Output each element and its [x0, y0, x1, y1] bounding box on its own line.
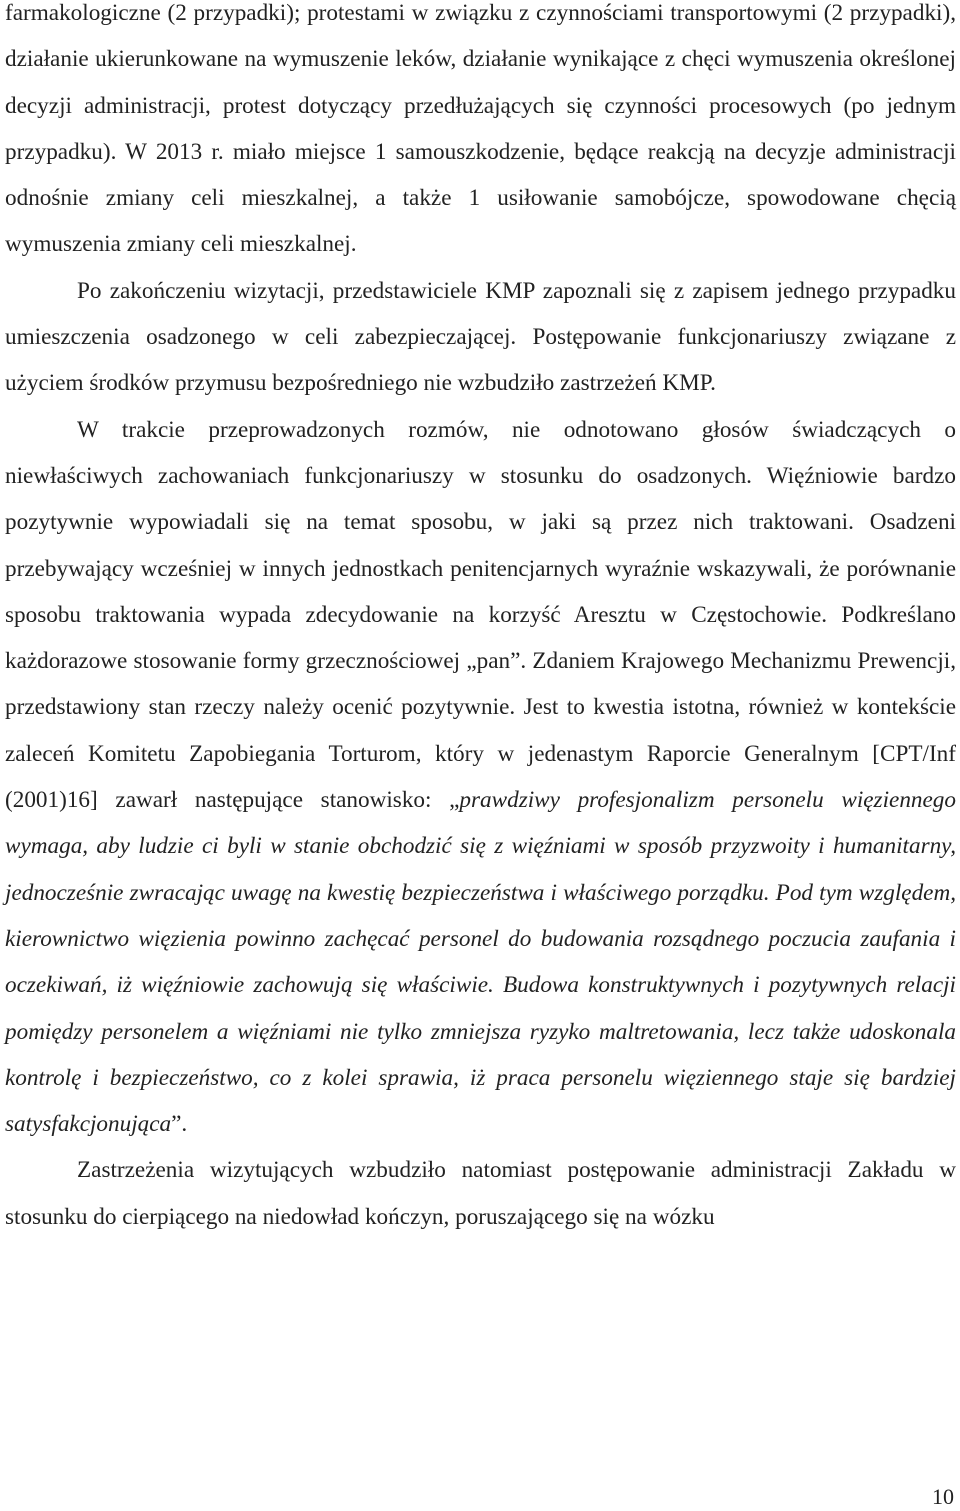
page-number: 10	[932, 1484, 954, 1509]
paragraph-4: Zastrzeżenia wizytujących wzbudziło natomiast postępowanie administracji Zakładu w stosunku do cierpiącego na niedowład kończyn, poruszającego się na wózku	[5, 1157, 956, 1230]
cpt-quotation: prawdziwy profesjonalizm personelu więziennego wymaga, aby ludzie ci byli w stanie obchodzić się z więźniami w sposób przyzwoity i humanitarny, jednocześnie zwracając uwagę na kwestię bezpieczeństwa i właściwego porządku. Pod tym względem, kierownictwo więzienia powinno zachęcać personel do budowania rozsądnego poczucia zaufania i oczekiwań, iż więźniowie zachowują się właściwie. Budowa konstruktywnych i pozytywnych relacji pomiędzy personelem a więźniami nie tylko zmniejsza ryzyko maltretowania, lecz także udoskonala kontrolę i bezpieczeństwo, co z kolei sprawia, iż praca personelu więziennego staje się bardziej satysfakcjonująca	[5, 787, 956, 1138]
paragraph-3-text: W trakcie przeprowadzonych rozmów, nie odnotowano głosów świadczących o niewłaściwych zachowaniach funkcjonariuszy w stosunku do osadzonych. Więźniowie bardzo pozytywnie wypowiadali się na temat sposobu, w jaki są przez nich traktowani. Osadzeni przebywający wcześniej w innych jednostkach penitencjarnych wyraźnie wskazywali, że porównanie sposobu traktowania wypada zdecydowanie na korzyść Aresztu w Częstochowie. Podkreślano każdorazowe stosowanie formy grzecznościowej „pan”. Zdaniem Krajowego Mechanizmu Prewencji, przedstawiony stan rzeczy należy ocenić pozytywnie. Jest to kwestia istotna, również w kontekście zaleceń Komitetu Zapobiegania Torturom, który w jedenastym Raporcie Generalnym [CPT/Inf (2001)16] zawarł następujące stanowisko: „	[5, 416, 956, 814]
quotation-close: ”.	[171, 1111, 188, 1138]
body-text	[5, 0, 956, 1240]
paragraph-3	[5, 407, 956, 1148]
paragraph-2: Po zakończeniu wizytacji, przedstawiciele KMP zapoznali się z zapisem jednego przypadku umieszczenia osadzonego w celi zabezpieczającej. Postępowanie funkcjonariuszy związane z użyciem środków przymusu bezpośredniego nie wzbudziło zastrzeżeń KMP.	[5, 277, 956, 397]
paragraph-1: farmakologiczne (2 przypadki); protestami w związku z czynnościami transportowymi (2 przypadki), działanie ukierunkowane na wymuszenie leków, działanie wynikające z chęci wymuszenia określonej decyzji administracji, protest dotyczący przedłużających się czynności procesowych (po jednym przypadku). W 2013 r. miało miejsce 1 samouszkodzenie, będące reakcją na decyzje administracji odnośnie zmiany celi mieszkalnej, a także 1 usiłowanie samobójcze, spowodowane chęcią wymuszenia zmiany celi mieszkalnej.	[5, 0, 956, 258]
